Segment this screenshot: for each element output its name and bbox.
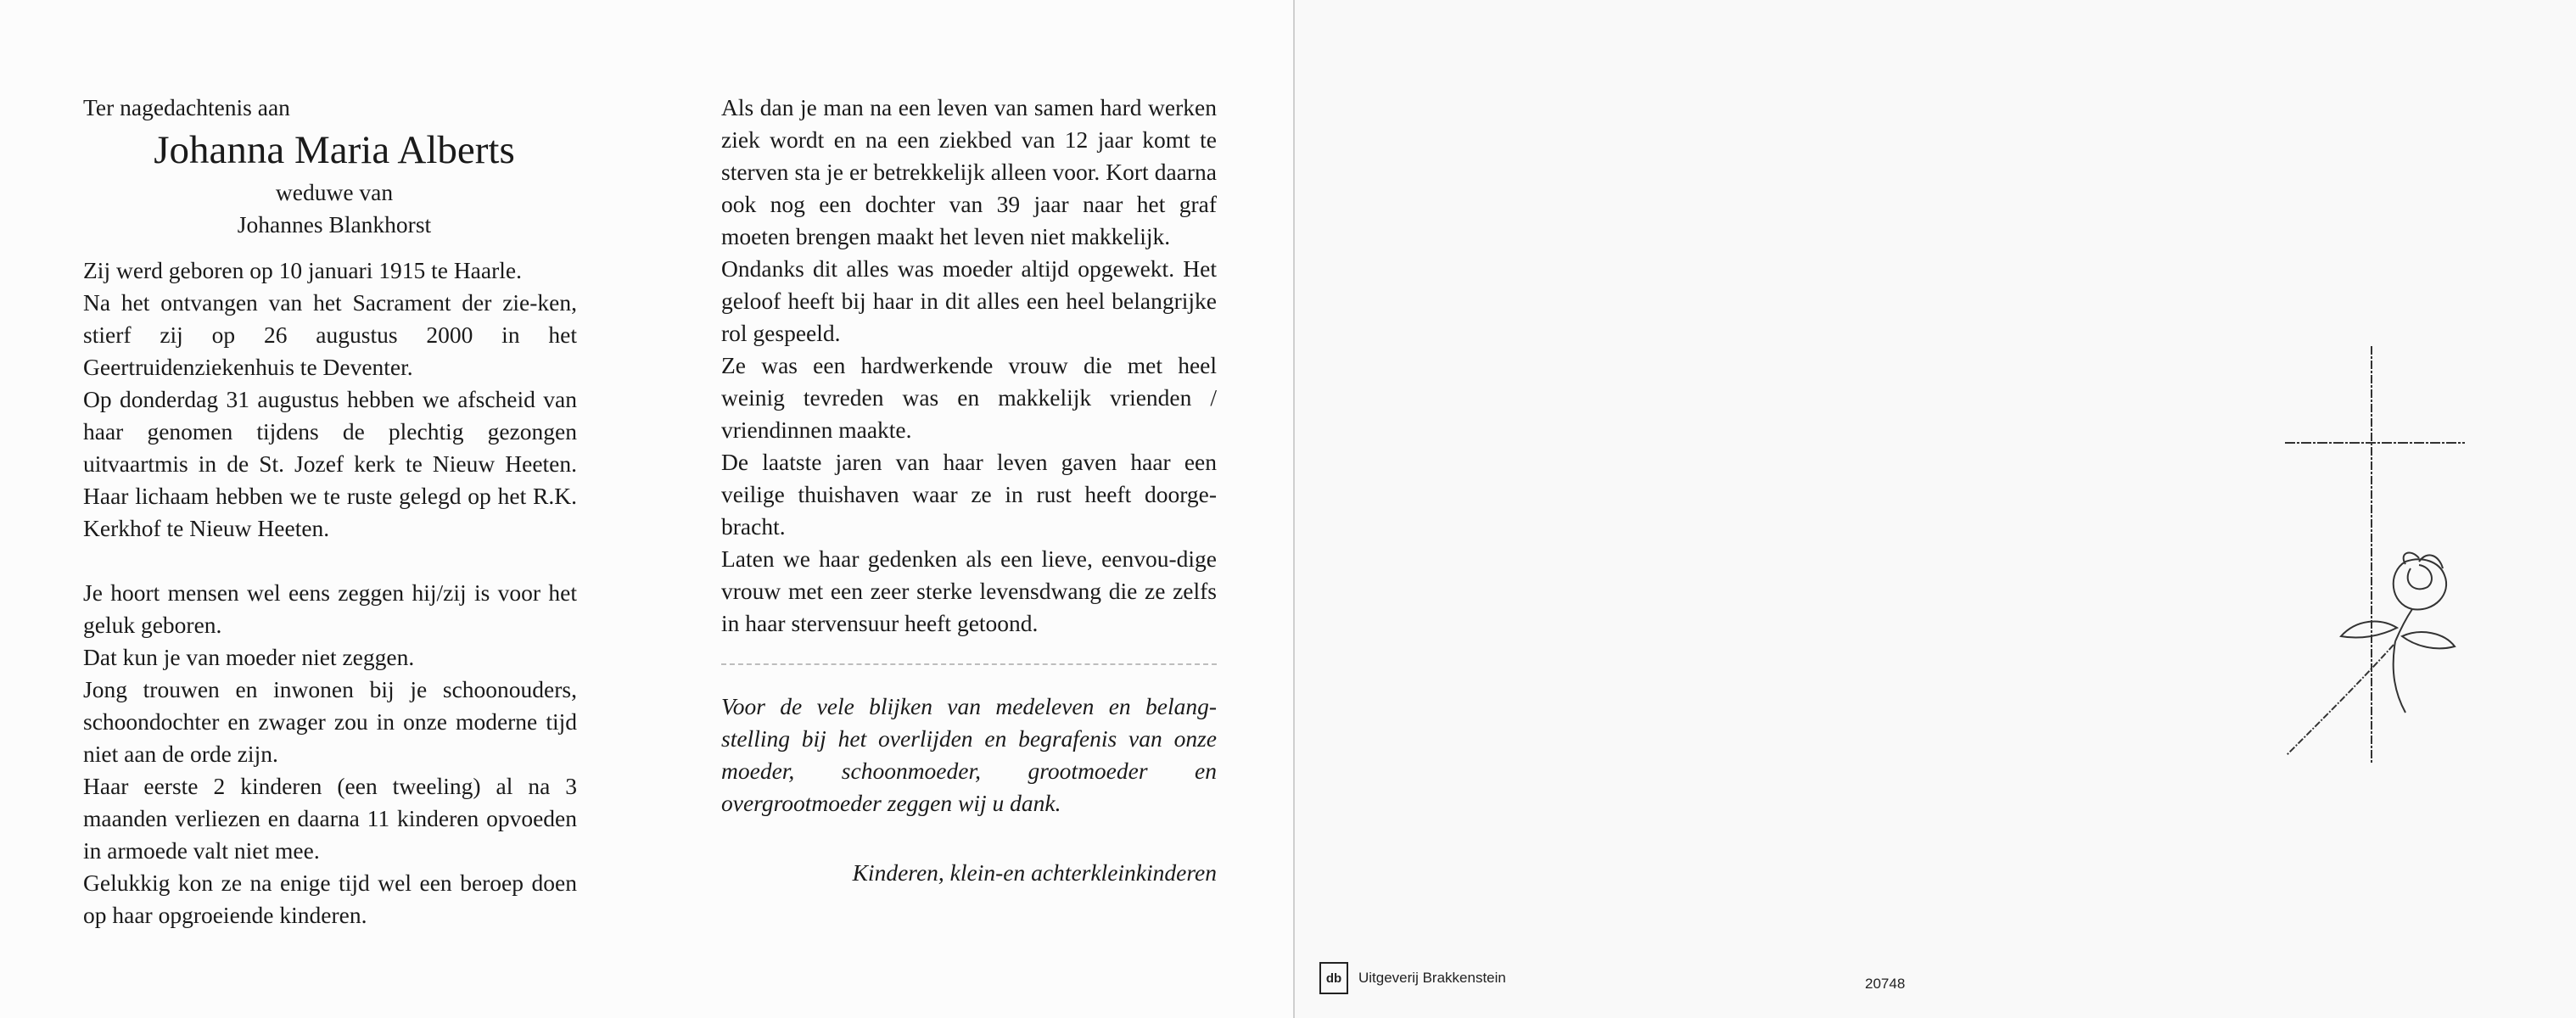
deceased-name: Johanna Maria Alberts [154,128,515,172]
cross-with-rose-icon [2278,339,2473,780]
paragraph: Op donderdag 31 augustus hebben we afscheid van haar genomen tijdens de plechtig gezongen uitvaartmis in de St. Jozef kerk te Nieuw Heeten. Haar lichaam hebben we te ruste gelegd op het R.K. Kerkhof te Nieuw Heeten. [83,386,577,541]
paragraph: Zij werd geboren op 10 januari 1915 te Haarle. [83,257,522,283]
paragraph: Haar eerste 2 kinderen (een tweeling) al na 3 maanden verliezen en daarna 11 kinderen opvoeden in armoede valt niet mee. [83,773,577,864]
paragraph: Dat kun je van moeder niet zeggen. [83,644,415,670]
text-column-right [721,92,1217,889]
text-column-left [83,92,577,931]
paragraph: Na het ontvangen van het Sacrament der zie-ken, stierf zij op 26 augustus 2000 in het Geertruidenziekenhuis te Deventer. [83,289,577,380]
intro-line: Ter nagedachtenis aan [83,94,290,120]
card-right-panel [1295,0,2576,1018]
spouse-name: Johannes Blankhorst [237,211,432,238]
thanks-text: Voor de vele blijken van medeleven en belang-stelling bij het overlijden en begrafenis van onze moeder, schoonmoeder, grootmoeder en overgrootmoeder zeggen wij u dank. [721,693,1217,816]
card-code: 20748 [1865,976,1906,992]
publisher-logo-icon: db [1319,962,1348,994]
publisher [1319,962,1506,994]
divider [721,663,1217,665]
paragraph: Laten we haar gedenken als een lieve, eenvou-dige vrouw met een zeer sterke levensdwang die ze zelfs in haar stervensuur heeft getoond. [721,545,1217,636]
signature: Kinderen, klein-en achterkleinkinderen [852,859,1217,886]
paragraph: Ze was een hardwerkende vrouw die met heel weinig tevreden was en makkelijk vrienden / vriendinnen maakte. [721,352,1217,443]
paragraph: Als dan je man na een leven van samen hard werken ziek wordt en na een ziekbed van 12 jaar komt te sterven sta je er betrekkelijk alleen voor. Kort daarna ook nog een dochter van 39 jaar naar het graf moeten brengen maakt het leven niet makkelijk. [721,94,1217,249]
publisher-name: Uitgeverij Brakkenstein [1358,970,1506,986]
paragraph: Jong trouwen en inwonen bij je schoonouders, schoondochter en zwager zou in onze moderne tijd niet aan de orde zijn. [83,676,577,767]
paragraph: Ondanks dit alles was moeder altijd opgewekt. Het geloof heeft bij haar in dit alles een heel belangrijke rol gespeeld. [721,255,1217,346]
paragraph: Gelukkig kon ze na enige tijd wel een beroep doen op haar opgroeiende kinderen. [83,870,577,928]
widow-of-line: weduwe van [275,179,394,205]
paragraph: Je hoort mensen wel eens zeggen hij/zij is voor het geluk geboren. [83,579,577,638]
paragraph: De laatste jaren van haar leven gaven haar een veilige thuishaven waar ze in rust heeft doorge-bracht. [721,449,1217,540]
